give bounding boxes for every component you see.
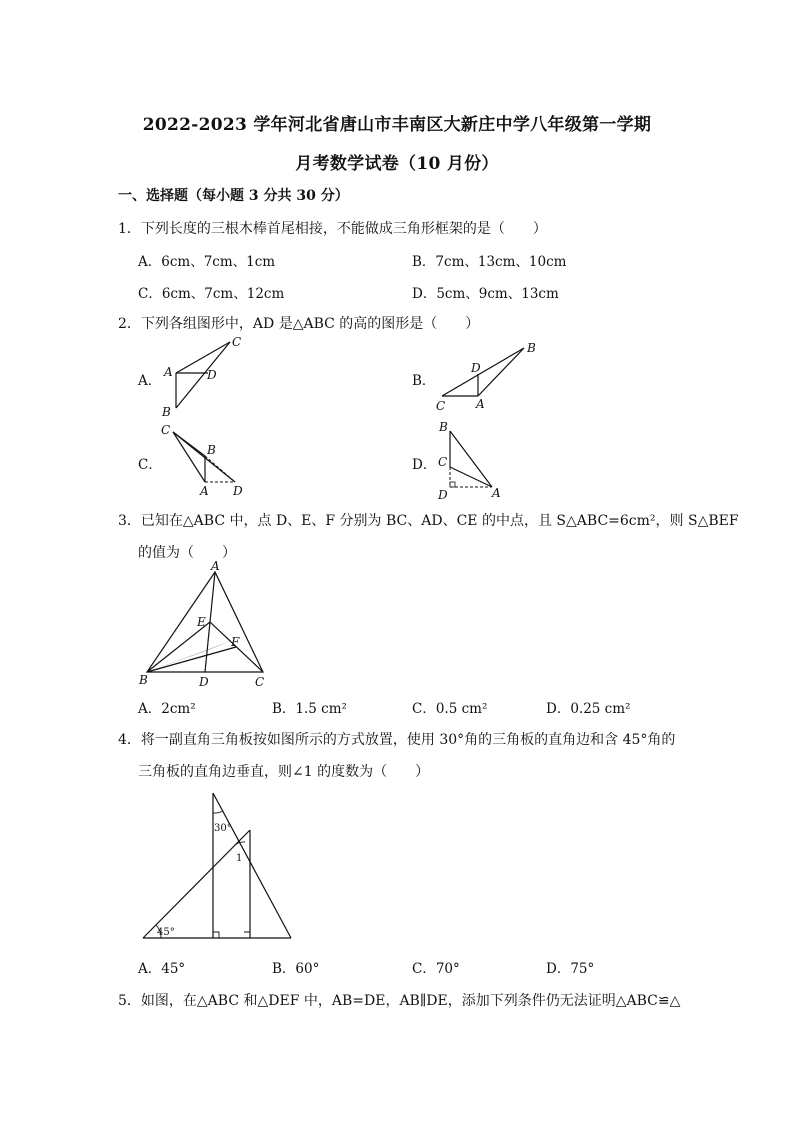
q4-option-b[interactable]: B．60° [272,961,320,977]
label-c: C [232,335,242,349]
label-a: A [164,365,173,379]
q3-option-c[interactable]: C．0.5 cm² [412,701,488,717]
label-d: D [471,361,481,375]
q4-option-d[interactable]: D．75° [546,961,595,977]
label-a: A [211,559,220,573]
q1-stem: 1．下列长度的三根木棒首尾相接，不能做成三角形框架的是（ ） [118,221,547,237]
figure-q2a [150,330,260,420]
label-b: B [527,341,536,355]
figure-q2b [430,338,550,418]
q4-option-a[interactable]: A．45° [138,961,186,977]
label-d: D [199,675,209,689]
q1-option-a[interactable]: A．6cm、7cm、1cm [138,254,276,270]
label-b: B [162,405,171,419]
label-b: B [139,673,148,687]
label-c: C [438,455,448,469]
q3-stem-line2: 的值为（ ） [138,545,236,561]
section-heading: 一、选择题（每小题 3 分共 30 分） [118,188,349,204]
figure-q3 [135,560,285,690]
label-c: C [436,399,446,413]
label-a: A [476,397,485,411]
label-a: A [200,484,209,498]
q4-stem-line2: 三角板的直角边垂直，则∠1 的度数为（ ） [138,764,430,780]
figure-q2d [430,415,520,505]
q4-stem-line1: 4．将一副直角三角板按如图所示的方式放置，使用 30°角的三角板的直角边和含 45°角的 [118,732,676,748]
q1-option-b[interactable]: B．7cm、13cm、10cm [412,254,567,270]
q3-stem-line1: 3．已知在△ABC 中，点 D、E、F 分别为 BC、AD、CE 的中点，且 S△ABC=6cm²，则 S△BEF [118,513,739,529]
q2-stem: 2．下列各组图形中，AD 是△ABC 的高的图形是（ ） [118,316,480,332]
exam-title-line1: 2022-2023 学年河北省唐山市丰南区大新庄中学八年级第一学期 [142,115,652,135]
q2-option-b[interactable]: B． [412,373,436,389]
q5-stem: 5．如图，在△ABC 和△DEF 中，AB=DE，AB∥DE，添加下列条件仍无法证明△ABC≌△ [118,993,681,1009]
angle-1-label: 1 [236,853,243,864]
label-b: B [207,443,216,457]
q1-option-d[interactable]: D．5cm、9cm、13cm [412,286,559,302]
label-e: E [197,615,206,629]
label-c: C [161,423,171,437]
label-f: F [231,635,240,649]
q3-option-d[interactable]: D．0.25 cm² [546,701,631,717]
label-d: D [438,488,448,502]
label-d: D [233,484,243,498]
q4-option-c[interactable]: C．70° [412,961,460,977]
figure-q4 [135,785,305,945]
q2-option-d[interactable]: D． [412,457,437,473]
label-c: C [255,675,265,689]
label-a: A [492,486,501,500]
q3-option-b[interactable]: B．1.5 cm² [272,701,347,717]
q2-option-a[interactable]: A． [138,373,162,389]
q1-option-c[interactable]: C．6cm、7cm、12cm [138,286,285,302]
q2-option-c[interactable]: C． [138,457,162,473]
label-d: D [207,368,217,382]
angle-30-label: 30° [214,823,232,834]
q3-option-a[interactable]: A．2cm² [138,701,196,717]
angle-45-label: 45° [157,927,175,938]
label-b: B [439,420,448,434]
exam-title-line2: 月考数学试卷（10 月份） [295,154,499,174]
figure-q2c [155,420,265,500]
